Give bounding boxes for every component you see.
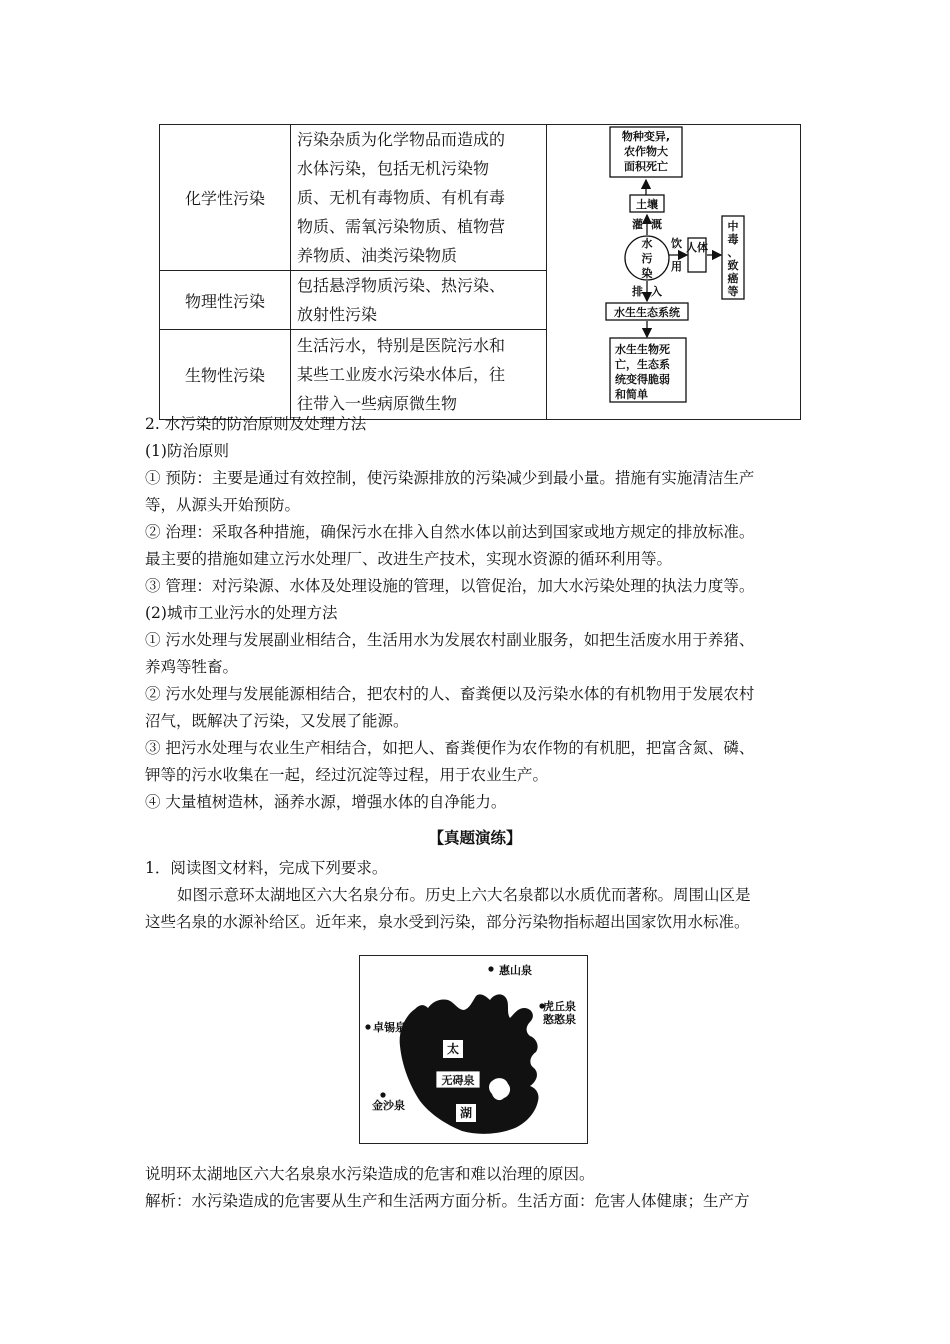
water-pollution-diagram-cell — [547, 125, 801, 420]
paragraph-line: 如图示意环太湖地区六大名泉分布。历史上六大名泉都以水质优而著称。周围山区是 — [177, 886, 751, 904]
paragraph-line: ③ 管理：对污染源、水体及处理设施的管理，以管促治，加大水污染处理的执法力度等。 — [145, 577, 755, 595]
desc-line: 包括悬浮物质污染、热污染、 — [297, 276, 506, 295]
paragraph-line: 沼气，既解决了污染，又发展了能源。 — [145, 712, 409, 730]
pollution-type-table — [159, 124, 801, 420]
paragraph-line: 养鸡等牲畜。 — [145, 658, 239, 676]
pollution-type-cell: 化学性污染 — [160, 125, 291, 271]
drink-label: 饮 — [671, 237, 682, 250]
effect-label: 等 — [727, 285, 739, 298]
taihu-springs-map — [359, 955, 588, 1144]
desc-line: 质、无机有毒物质、有机有毒 — [297, 188, 506, 207]
taihu-map-graphic — [360, 956, 589, 1145]
desc-line: 某些工业废水污染水体后，往 — [297, 365, 506, 384]
center-label: 污 — [641, 252, 653, 265]
aquatic-death-text: 和简单 — [615, 388, 648, 401]
crop-death-text: 物种变异, — [621, 130, 671, 143]
effect-label: 、 — [727, 246, 739, 259]
desc-line: 物质、需氧污染物质、植物营 — [297, 217, 506, 236]
effect-label: 癌 — [727, 272, 739, 285]
aquatic-death-text: 亡，生态系 — [615, 358, 670, 371]
spring-label-zhuoxi: 卓锡泉 — [373, 1021, 406, 1034]
lake-label: 湖 — [459, 1106, 473, 1120]
pollution-type-cell: 物理性污染 — [160, 271, 291, 330]
paragraph-line: ③ 把污水处理与农业生产相结合，如把人、畜粪便作为农作物的有机肥，把富含氮、磷、 — [145, 739, 755, 757]
irrigate-label: 灌 — [632, 218, 643, 231]
desc-line: 放射性污染 — [297, 305, 378, 324]
paragraph-line: ① 预防：主要是通过有效控制，使污染源排放的污染减少到最小量。措施有实施清洁生产 — [145, 469, 755, 487]
table-row — [160, 125, 801, 271]
aquatic-death-text: 水生生物死 — [615, 343, 670, 356]
paragraph-line: ① 污水处理与发展副业相结合，生活用水为发展农村副业服务，如把生活废水用于养猪、 — [145, 631, 755, 649]
discharge-label: 排 — [632, 285, 643, 298]
human-label: 人体 — [686, 241, 708, 254]
desc-line: 污染杂质为化学物品而造成的 — [297, 130, 506, 149]
paragraph-line: ④ 大量植树造林，涵养水源，增强水体的自净能力。 — [145, 793, 507, 811]
desc-line: 养物质、油类污染物质 — [297, 246, 458, 265]
practice-heading: 【真题演练】 — [428, 828, 522, 847]
spring-label-hanhan: 憨憨泉 — [543, 1013, 576, 1026]
desc-line: 生活污水，特别是医院污水和 — [297, 336, 506, 355]
spring-dot — [365, 1024, 370, 1029]
answer-line: 解析：水污染造成的危害要从生产和生活两方面分析。生活方面：危害人体健康；生产方 — [145, 1192, 750, 1210]
subsection-heading: (1)防治原则 — [145, 442, 229, 460]
subsection-heading: (2)城市工业污水的处理方法 — [145, 604, 338, 622]
discharge-label: 入 — [651, 285, 662, 298]
lake-label: 太 — [446, 1042, 460, 1056]
paragraph-line: 最主要的措施如建立污水处理厂、改进生产技术，实现水资源的循环利用等。 — [145, 550, 673, 568]
desc-line: 水体污染，包括无机污染物 — [297, 159, 490, 178]
pollution-desc-cell — [291, 330, 547, 420]
center-label: 染 — [641, 267, 653, 280]
question-line: 说明环太湖地区六大名泉泉水污染造成的危害和难以治理的原因。 — [145, 1165, 595, 1183]
pollution-desc-cell — [291, 125, 547, 271]
paragraph-line: ② 治理：采取各种措施，确保污水在排入自然水体以前达到国家或地方规定的排放标准。 — [145, 523, 755, 541]
aquatic-death-text: 统变得脆弱 — [615, 373, 670, 386]
irrigate-label: 溉 — [651, 218, 662, 231]
crop-death-text: 农作物大 — [624, 145, 668, 158]
crop-death-text: 面积死亡 — [624, 160, 668, 173]
paragraph-line: 这些名泉的水源补给区。近年来，泉水受到污染，部分污染物指标超出国家饮用水标准。 — [145, 913, 750, 931]
pollution-desc-cell — [291, 271, 547, 330]
spring-dot — [488, 966, 493, 971]
pollution-type-cell: 生物性污染 — [160, 330, 291, 420]
question-line: 1．阅读图文材料，完成下列要求。 — [145, 859, 388, 877]
water-pollution-diagram — [547, 125, 800, 414]
effect-label: 致 — [727, 259, 739, 272]
paragraph-line: 等，从源头开始预防。 — [145, 496, 301, 514]
effect-label: 中 — [727, 220, 739, 233]
spring-label-huqiu: 虎丘泉 — [543, 1000, 576, 1013]
soil-label: 土壤 — [636, 198, 658, 211]
desc-line: 往带入一些病原微生物 — [297, 394, 458, 413]
spring-dot — [380, 1092, 385, 1097]
paragraph-line: 钾等的污水收集在一起，经过沉淀等过程，用于农业生产。 — [145, 766, 549, 784]
section-heading: 2. 水污染的防治原则及处理方法 — [145, 415, 367, 433]
paragraph-line: ② 污水处理与发展能源相结合，把农村的人、畜粪便以及污染水体的有机物用于发展农村 — [145, 685, 755, 703]
effect-label: 毒 — [727, 233, 739, 246]
ecosystem-label: 水生生态系统 — [614, 306, 680, 319]
spring-label-wuai: 无碍泉 — [441, 1074, 475, 1087]
center-label: 水 — [641, 237, 653, 250]
drink-label: 用 — [671, 260, 682, 273]
spring-label-jinsha: 金沙泉 — [372, 1099, 405, 1112]
spring-label-huishan: 惠山泉 — [499, 964, 532, 977]
